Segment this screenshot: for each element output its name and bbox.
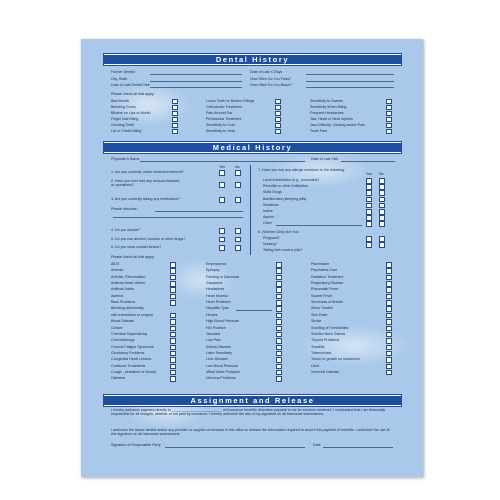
dental-field-line[interactable] [150,81,242,82]
dental-condition-label: Sensitivity to Cold [206,122,235,127]
condition-checkbox[interactable] [276,332,282,338]
condition-checkbox[interactable] [276,319,282,325]
condition-label: Rheumatic Fever [311,287,339,292]
allergy-label: Other [263,221,272,226]
condition-label: Hepatitis Type [206,306,229,311]
dental-condition-label: Frequent Headaches [310,110,344,115]
dental-field-line[interactable] [306,87,394,88]
condition-checkbox[interactable] [276,338,282,344]
yes-checkbox[interactable] [219,182,225,188]
condition-label: Jaundice [206,331,221,336]
condition-label: Cough - persistent or bloody [111,369,157,374]
condition-checkbox[interactable] [386,345,392,351]
allergy-question: 7. Have you had any allergic reactions to the following: [258,168,345,172]
condition-label: Swollen Neck Glands [311,331,346,336]
yes-checkbox[interactable] [219,237,225,243]
condition-label: Epilepsy [206,268,220,273]
condition-checkbox[interactable] [386,332,392,338]
dental-field-line[interactable] [306,74,394,75]
condition-checkbox[interactable] [170,357,176,363]
no-checkbox[interactable] [379,203,385,209]
dental-condition-checkbox[interactable] [172,111,178,117]
dental-history-header: Dental History [104,54,401,65]
dental-field-label: Former Dentist [111,70,135,74]
condition-label: HIV Positive [206,325,226,330]
assignment-header: Assignment and Release [104,395,401,406]
condition-label: High Blood Pressure [206,319,239,324]
no-checkbox[interactable] [379,178,385,184]
condition-checkbox[interactable] [276,351,282,357]
condition-label: with extractions or surgery [111,312,153,317]
no-checkbox[interactable] [379,236,385,242]
medical-question: or operations? [111,183,134,187]
condition-checkbox[interactable] [276,376,282,382]
condition-checkbox[interactable] [170,351,176,357]
condition-label: Cortisone Treatments [111,363,146,368]
condition-checkbox[interactable] [386,364,392,370]
condition-checkbox[interactable] [386,275,392,281]
condition-checkbox[interactable] [170,364,176,370]
condition-label: Blood Disease [111,319,135,324]
condition-label: Bleeding abnormally, [111,306,145,311]
condition-checkbox[interactable] [386,313,392,319]
condition-checkbox[interactable] [170,326,176,332]
condition-label: Circulatory Problems [111,350,145,355]
condition-checkbox[interactable] [386,262,392,268]
condition-label: Swelling of Feet/Ankles [311,325,349,330]
condition-label: Glaucoma [206,281,223,286]
condition-label: Artificial Heart Valves [111,281,145,286]
medical-question: 4. Do you smoke? [111,228,140,232]
assignment-paragraph: I hereby authorize payment directly to _________________________ all insurance benefits otherwise payable to me for services rendered. I understand that I am financially responsible for all charges, whether or not paid by insurance. I hereby authorize the use of my signature on all insurance submissions. [111,408,386,416]
no-checkbox[interactable] [235,237,241,243]
condition-checkbox[interactable] [170,268,176,274]
yes-checkbox[interactable] [366,190,372,196]
condition-label: Stroke [311,319,322,324]
condition-label: Nervous Problems [206,376,236,381]
condition-checkbox[interactable] [276,294,282,300]
medical-history-header: Medical History [104,142,401,153]
condition-label: Heart Problems [206,300,231,305]
no-checkbox[interactable] [235,197,241,203]
dental-check-prompt: Please check all that apply: [111,92,155,96]
condition-checkbox[interactable] [276,345,282,351]
condition-label: Arthritis, Rheumatism [111,274,146,279]
dental-field-label: City, State [111,76,128,81]
dental-condition-label: Pain Around Ear [206,110,233,115]
yes-checkbox[interactable] [366,197,372,203]
dental-condition-checkbox[interactable] [386,99,392,105]
dental-condition-checkbox[interactable] [275,129,281,135]
dental-condition-checkbox[interactable] [172,129,178,135]
condition-label: Latex Sensitivity [206,350,232,355]
condition-checkbox[interactable] [276,326,282,332]
condition-checkbox[interactable] [386,326,392,332]
dental-condition-checkbox[interactable] [386,111,392,117]
no-checkbox[interactable] [379,242,385,248]
dental-condition-checkbox[interactable] [275,117,281,123]
yes-checkbox[interactable] [366,209,372,215]
condition-checkbox[interactable] [170,376,176,382]
condition-checkbox[interactable] [170,313,176,319]
condition-checkbox[interactable] [386,268,392,274]
condition-label: Fainting or Dizziness [206,274,240,279]
condition-label: Chronic Fatigue Syndrome [111,344,154,349]
condition-label: Artificial Joints [111,287,134,292]
condition-checkbox[interactable] [276,281,282,287]
dental-condition-checkbox[interactable] [172,105,178,111]
condition-checkbox[interactable] [386,338,392,344]
condition-checkbox[interactable] [170,275,176,281]
allergy-label: Barbiturates (sleeping pills) [263,196,307,201]
dental-field-label: Date of Last X-Rays [250,70,283,74]
yes-header: Yes [366,172,372,176]
date-line[interactable] [323,447,393,448]
no-checkbox[interactable] [379,221,385,227]
condition-label: Radiation Treatment [311,274,344,279]
yes-checkbox[interactable] [219,197,225,203]
allergy-label: Sedatives [263,202,279,207]
allergy-label: Aspirin [263,215,274,220]
dental-field-line[interactable] [150,87,242,88]
no-checkbox[interactable] [235,245,241,251]
dental-condition-label: Grinding Teeth [111,122,135,127]
condition-checkbox[interactable] [170,332,176,338]
condition-checkbox[interactable] [386,300,392,306]
condition-label: Congenital Heart Lesions [111,357,152,362]
condition-label: Heart Murmur [206,293,229,298]
medical-question: 6. Do you wear contact lenses? [111,245,162,249]
condition-label: Sinus Trouble [311,306,333,311]
no-checkbox[interactable] [379,190,385,196]
condition-label: Back Problems [111,300,136,305]
dental-condition-checkbox[interactable] [275,99,281,105]
dental-condition-label: Jaw Difficulty: Clicking and/or Pain [310,122,365,127]
yes-checkbox[interactable] [219,228,225,234]
hepatitis-type-line[interactable] [236,310,272,311]
condition-label: Tonsilitis [311,344,325,349]
condition-label: Kidney Disease [206,344,231,349]
condition-label: Tuberculosis [311,350,332,355]
yes-checkbox[interactable] [219,245,225,251]
dental-condition-checkbox[interactable] [172,117,178,123]
condition-label: Liver Disease [206,357,228,362]
no-header: No [379,172,384,176]
dental-condition-label: Sensitivity to Sweets [310,98,343,103]
allergy-label: Sulfa Drugs [263,190,282,195]
dental-condition-checkbox[interactable] [172,99,178,105]
condition-checkbox[interactable] [386,281,392,287]
dental-condition-checkbox[interactable] [386,123,392,129]
allergy-label: Local Anesthetics (e.g., novocaine) [263,178,319,182]
condition-label: Chemotherapy [111,338,135,343]
condition-label: Psychiatric Care [311,268,338,273]
last-visit-line[interactable] [341,161,395,162]
dental-condition-checkbox[interactable] [386,105,392,111]
yes-checkbox[interactable] [366,215,372,221]
women-label: Nursing? [263,242,278,247]
signature-line[interactable] [165,447,305,448]
medical-question: 1. Are you currently under medical treatment? [111,170,184,174]
condition-label: Headaches [206,287,225,292]
condition-label: Low Pain [206,338,221,343]
dental-condition-checkbox[interactable] [275,111,281,117]
condition-checkbox[interactable] [276,370,282,376]
condition-checkbox[interactable] [276,313,282,319]
dental-condition-label: Periodontal Treatment [206,116,242,121]
condition-checkbox[interactable] [386,306,392,312]
dental-condition-label: Finger Nail Biting [111,116,139,121]
medical-question: Please describe: [111,207,138,211]
yes-checkbox[interactable] [366,221,372,227]
yes-checkbox[interactable] [366,184,372,190]
condition-label: Asthma [111,293,124,298]
conditions-prompt: Please check all that apply: [111,255,155,259]
no-checkbox[interactable] [235,170,241,176]
condition-checkbox[interactable] [170,370,176,376]
dental-condition-checkbox[interactable] [275,123,281,129]
condition-checkbox[interactable] [386,357,392,363]
condition-checkbox[interactable] [276,262,282,268]
allergy-label: Penicillin or other Antibiotics [263,184,308,189]
yes-checkbox[interactable] [366,203,372,209]
condition-checkbox[interactable] [276,357,282,363]
women-label: Taking birth control pills? [263,248,303,253]
yes-checkbox[interactable] [219,170,225,176]
medical-question: 3. Are you currently taking any medication? [111,197,180,201]
dental-condition-label: Lip or Cheek Biting [111,128,142,133]
condition-checkbox[interactable] [276,364,282,370]
date-label: Date [313,443,321,447]
dental-condition-label: Orthodontic Treatment [206,104,242,109]
dental-field-line[interactable] [306,81,394,82]
condition-checkbox[interactable] [386,351,392,357]
column-divider [250,165,251,255]
dental-field-line[interactable] [150,74,242,75]
dental-condition-label: Jaw, Head or Neck Injuries [310,116,353,121]
dental-condition-label: Blisters on Lips or Mouth [111,110,151,115]
physician-label: Physician's Name [111,157,140,161]
condition-checkbox[interactable] [170,294,176,300]
yes-checkbox[interactable] [366,178,372,184]
no-checkbox[interactable] [379,184,385,190]
dental-condition-checkbox[interactable] [386,117,392,123]
no-checkbox[interactable] [379,209,385,215]
condition-checkbox[interactable] [170,300,176,306]
allergy-label: Iodine [263,209,273,213]
condition-label: Low Blood Pressure [206,363,239,368]
condition-label: Skin Rash [311,312,328,317]
release-paragraph: I authorize the above dentist and/or any provider or supplier of services in this office to release the information required to secure the payment of benefits. I authorize the use of this signature on all insurance submissions. [111,428,390,436]
no-checkbox[interactable] [379,215,385,221]
condition-checkbox[interactable] [170,281,176,287]
yes-header: Yes [219,165,225,169]
condition-label: Scarlet Fever [311,293,333,298]
no-checkbox[interactable] [235,228,241,234]
condition-checkbox[interactable] [170,287,176,293]
dental-condition-label: Loose Teeth or Broken Fillings [206,98,255,103]
condition-label: Ulcer [311,363,320,368]
last-visit-label: Date of Last Visit [311,157,339,161]
no-checkbox[interactable] [379,197,385,203]
yes-checkbox[interactable] [366,236,372,242]
describe-line[interactable] [113,217,243,218]
dental-condition-label: Sensitivity to Heat [206,128,235,133]
condition-checkbox[interactable] [170,262,176,268]
physician-line[interactable] [140,161,305,162]
other-line[interactable] [276,225,362,226]
dental-condition-checkbox[interactable] [275,105,281,111]
dental-condition-checkbox[interactable] [172,123,178,129]
condition-label: Venereal Disease [311,369,340,374]
medical-question: 2. Have you ever had any serious illnesses [111,178,180,183]
dental-condition-label: Tooth Pain [310,128,327,133]
condition-checkbox[interactable] [276,268,282,274]
condition-label: Tumor or growth on head/neck [311,357,360,362]
dental-field-label: Date of Last Dental Visit [111,83,150,87]
condition-checkbox[interactable] [276,275,282,281]
no-header: No [235,165,240,169]
yes-checkbox[interactable] [366,242,372,248]
condition-label: Respiratory Disease [311,281,344,286]
condition-label: Thyroid Problems [311,338,340,343]
dental-field-label: How Often Do You Brush? [250,83,292,87]
condition-checkbox[interactable] [386,287,392,293]
women-label: Pregnant? [263,236,280,240]
dental-condition-label: Bad Breath [111,98,129,103]
condition-checkbox[interactable] [276,306,282,312]
condition-label: AIDS [111,262,120,266]
no-checkbox[interactable] [235,182,241,188]
dental-condition-label: Bleeding Gums [111,104,136,109]
condition-label: Cancer [111,325,123,330]
condition-label: Pacemaker [311,262,330,266]
condition-checkbox[interactable] [276,300,282,306]
women-question: 8. (Women Only) Are You: [258,230,300,234]
condition-label: Chemical Dependency [111,331,148,336]
condition-checkbox[interactable] [170,345,176,351]
signature-label: Signature of Responsible Party [111,443,161,447]
condition-label: Diabetes [111,376,126,381]
condition-label: Mitral Valve Prolapse [206,369,240,374]
condition-label: Emphysema [206,262,226,266]
condition-checkbox[interactable] [386,319,392,325]
condition-label: Anemia [111,268,124,273]
condition-checkbox[interactable] [386,294,392,300]
condition-checkbox[interactable] [386,370,392,376]
dental-condition-label: Sensitivity When Biting [310,104,347,109]
condition-checkbox[interactable] [276,287,282,293]
medical-question: 5. Do you use alcohol, cocaine or other drugs? [111,236,186,241]
dental-field-label: How Often Do You Floss? [250,76,292,81]
condition-label: Shortness of Breath [311,300,343,305]
describe-line[interactable] [155,211,243,212]
condition-checkbox[interactable] [170,338,176,344]
condition-checkbox[interactable] [170,319,176,325]
dental-condition-checkbox[interactable] [386,129,392,135]
condition-label: Herpes [206,312,218,317]
